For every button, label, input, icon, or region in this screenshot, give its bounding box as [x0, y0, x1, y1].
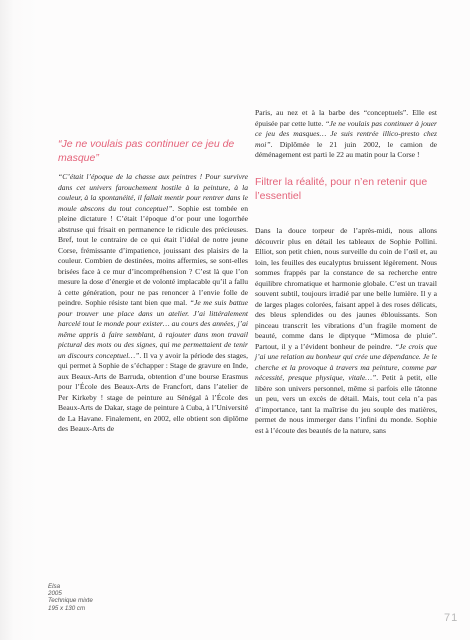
- text-run: Paris, au nez et à la barbe des “conceptuels”. Elle est épuisée par cette lutte.: [255, 108, 437, 128]
- caption-dimensions: 195 x 130 cm: [48, 604, 86, 612]
- caption-technique: Technique mixte: [48, 597, 93, 605]
- section-heading-masque: “Je ne voulais pas continuer ce jeu de masque”: [58, 138, 235, 164]
- text-run: Dans la douce torpeur de l’après-midi, nous allons découvrir plus en détail les tableaux de Sophie Pollini. Elliot, son petit chien, nous surveille du coin de l’œil et, au loin, les feuilles des eucalyptus bruissent légèrement. Nous sommes frappés par la constance de sa recherche entre équilibre chromatique et harmonie globale. C’est un travail souvent subtil, toujours irradié par une belle lumière. Il y a de larges plages colorées, faisant appel à des roses délicats, des bleus splendides ou des jaunes éblouissants. Son pinceau transcrit les vibrations d’un fragile moment de beauté, comme dans le diptyque “Mimosa de pluie”. Partout, il y a l’évident bonheur de peindre.: [255, 226, 437, 351]
- text-run: . Il va y avoir la période des stages, qui permet à Sophie de s’échapper : Stage de gravure en Inde, aux Beaux-Arts de Barruda, obtention d’une bourse Erasmus pour l’École des Beaux-Arts de Francfort, dans l’atelier de Per Kirkeby ! stage de peinture au Sénégal à l’École des Beaux-Arts de Dakar, stage de peinture à Cuba, à l’Université de La Havane. Finalement, en 2002, elle obtient son diplôme des Beaux-Arts de: [58, 350, 248, 433]
- section-heading-filtrer: Filtrer la réalité, pour n’en retenir que l’essentiel: [255, 176, 428, 202]
- page-number: 71: [444, 612, 459, 624]
- text-run: . Petit à petit, elle libère son univers personnel, même si parfois elle tâtonne un peu, vers un excès de détail. Mais, tout cela n’a pas d’importance, tant la maîtrise du jeu souple des matières, permet de nous immerger dans l’infini du monde. Sophie est à l’écoute des beautés de la nature, sans: [255, 373, 437, 435]
- artwork-caption: [48, 583, 93, 612]
- caption-title: Elsa: [48, 583, 61, 590]
- text-run: . Sophie est tombée en pleine dictature ! C’était l’époque d’or pour une logorrhée abstruse qui frisait en permanence le ridicule des précieuses. Bref, tout le contraire de ce qui était l’idéal de notre jeune Corse, frémissante d’impatience, jouissant des plaisirs de la couleur. Combien de destinées, moins affermies, se sont-elles brisées face à ce mur d’incompréhension ? C’est là que l’on mesure la dose d’énergie et de volonté implacable qu’il a fallu à cette génération, pour ne pas renoncer à l’envie folle de peindre. Sophie résiste tant bien que mal.: [58, 203, 248, 307]
- quote-run: “Je ne voulais pas continuer à jouer ce jeu des masques… Je suis rentrée illico-presto chez moi”: [255, 118, 437, 149]
- quote-run: “Je me suis battue pour trouver une place dans un atelier. J’ai littéralement harcelé tout le monde pour exister… au cours des années, j’ai même appris à faire semblant, à rajouter dans mon travail pictural des mots ou des signes, qui me permettaient de tenir un discours conceptuel…”: [58, 298, 249, 360]
- right-column-top-paragraph: [255, 108, 437, 161]
- quote-run: “Je crois que j’ai une relation au bonheur qui crée une dépendance. Je le cherche et la provoque à travers ma peinture, comme par nécessité, presque physique, vitale…”: [255, 341, 437, 382]
- text-run: . Diplômée le 21 juin 2002, le camion de déménagement est parti le 22 au matin pour la Corse !: [255, 139, 437, 159]
- caption-year: 2005: [48, 590, 62, 598]
- quote-run: “C’était l’époque de la chasse aux peintres ! Pour survivre dans cet univers farouchement hostile à la peinture, à la couleur, à la spontanéité, il fallait mentir pour rentrer dans le moule abscons du tout conceptuel”: [58, 172, 248, 213]
- left-column-paragraph: [58, 172, 248, 435]
- right-column-bottom-paragraph: [255, 226, 437, 436]
